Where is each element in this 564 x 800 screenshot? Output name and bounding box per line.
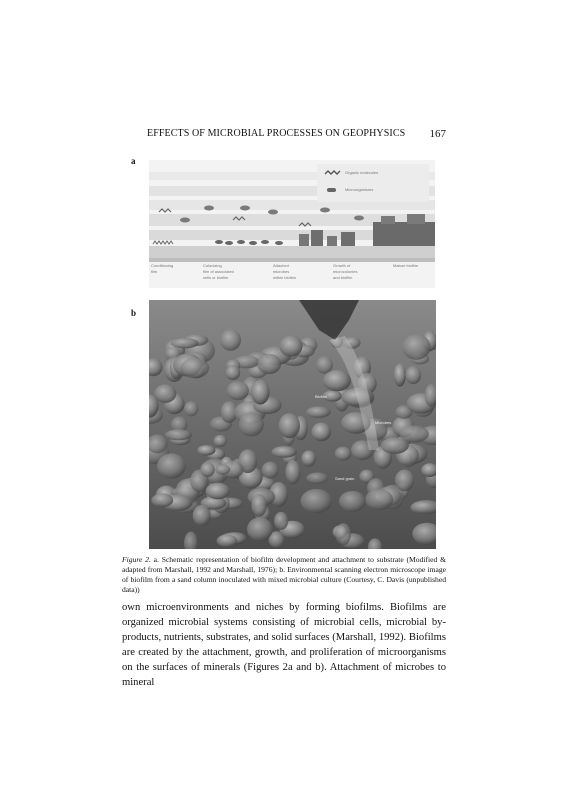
- sand-grain-texture: [251, 494, 266, 517]
- stage-label-1: Conditioning film: [151, 263, 174, 274]
- sand-grain-texture: [193, 505, 211, 526]
- sand-grain-texture: [184, 401, 198, 416]
- sand-grain-texture: [165, 429, 192, 440]
- legend-microorganisms: Microorganisms: [345, 187, 374, 192]
- sand-grain-texture: [336, 523, 352, 545]
- sand-grain-texture: [316, 356, 333, 374]
- sand-grain-texture: [197, 445, 215, 455]
- sand-grain-texture: [302, 450, 316, 466]
- stage-label-3: Attached microbes within biofilm: [273, 263, 296, 280]
- sand-grain-texture: [279, 413, 300, 438]
- sand-grain-texture: [312, 423, 332, 442]
- running-title: EFFECTS OF MICROBIAL PROCESSES ON GEOPHYSICS: [147, 128, 406, 139]
- sand-grain-texture: [206, 483, 231, 499]
- sem-label-sand-grain: Sand grain: [335, 476, 355, 481]
- sand-grain-texture: [171, 338, 199, 348]
- sand-grain-texture: [214, 435, 227, 447]
- sand-grain-texture: [306, 472, 328, 483]
- figure-panel-b-label: b: [131, 308, 137, 318]
- sand-grain-texture: [339, 491, 366, 512]
- sand-grain-texture: [227, 381, 249, 400]
- sand-grain-texture: [335, 447, 352, 461]
- stage-label-4: Growth of microcolonies and biofilm: [333, 263, 358, 280]
- sand-grain-texture: [154, 384, 176, 403]
- sem-biofilm-image: [149, 300, 436, 549]
- stage-label-2: Colonizing film of associated cells or biofilm: [203, 263, 234, 280]
- body-paragraph: own microenvironments and niches by forming biofilms. Biofilms are organized microbial systems consisting of microbial cells, microbial by-products, nutrients, substrates, and solid surfaces (Marshall, 1992). Biofilms are created by the attachment, growth, and proliferation of microorganisms on the surfaces of minerals (Figures 2a and b). Attachment of microbes to mineral: [122, 602, 446, 688]
- sand-grain-texture: [365, 489, 393, 510]
- sand-grain-texture: [301, 489, 332, 513]
- stage-label-5: Mature biofilm: [393, 263, 419, 268]
- sand-grain-texture: [262, 462, 279, 479]
- sand-grain-texture: [272, 446, 298, 458]
- sand-grain-texture: [306, 406, 331, 417]
- sand-grain-texture: [217, 534, 238, 547]
- sand-grain-texture: [258, 354, 282, 374]
- sand-grain-texture: [215, 464, 230, 474]
- figure-caption-text: a. Schematic representation of biofilm development and attachment to substrate (Modified & adapted from Marshall, 1992 and Marshall, 1976); b. Environmental scanning electron microscope image of biofilm from a sand column inoculated with mixed microbial culture (Courtesy, C. Davis (unpublished data)): [122, 555, 446, 594]
- sand-grain-texture: [151, 493, 173, 507]
- sand-grain-texture: [200, 462, 214, 477]
- sand-grain-texture: [394, 363, 406, 386]
- sand-grain-texture: [323, 370, 351, 391]
- running-header: [122, 128, 446, 142]
- sand-grain-texture: [181, 358, 209, 379]
- sem-micrograph: [149, 300, 436, 549]
- sand-grain-texture: [402, 334, 431, 360]
- sand-grain-texture: [381, 437, 409, 454]
- sand-grain-texture: [279, 336, 302, 357]
- legend-organic-molecules: Organic molecules: [345, 170, 379, 175]
- sand-grain-texture: [405, 366, 421, 384]
- sand-grain-texture: [395, 470, 414, 492]
- sand-grain-texture: [239, 412, 264, 436]
- sem-label-microbes: Microbes: [375, 420, 392, 425]
- sand-grain-texture: [157, 453, 186, 478]
- biofilm-schematic: [149, 160, 435, 288]
- sand-grain-texture: [220, 329, 241, 351]
- figure-caption: [122, 555, 446, 595]
- sand-grain-texture: [225, 365, 240, 380]
- sand-grain-texture: [285, 460, 300, 485]
- sand-grain-texture: [247, 517, 273, 541]
- figure-caption-label: Figure 2.: [122, 555, 151, 564]
- figure-panel-a-label: a: [131, 156, 136, 166]
- sand-grain-texture: [274, 512, 288, 530]
- sand-grain-texture: [251, 380, 269, 405]
- sem-label-biofilm: Biofilm: [315, 394, 328, 399]
- page-number: 167: [429, 128, 446, 140]
